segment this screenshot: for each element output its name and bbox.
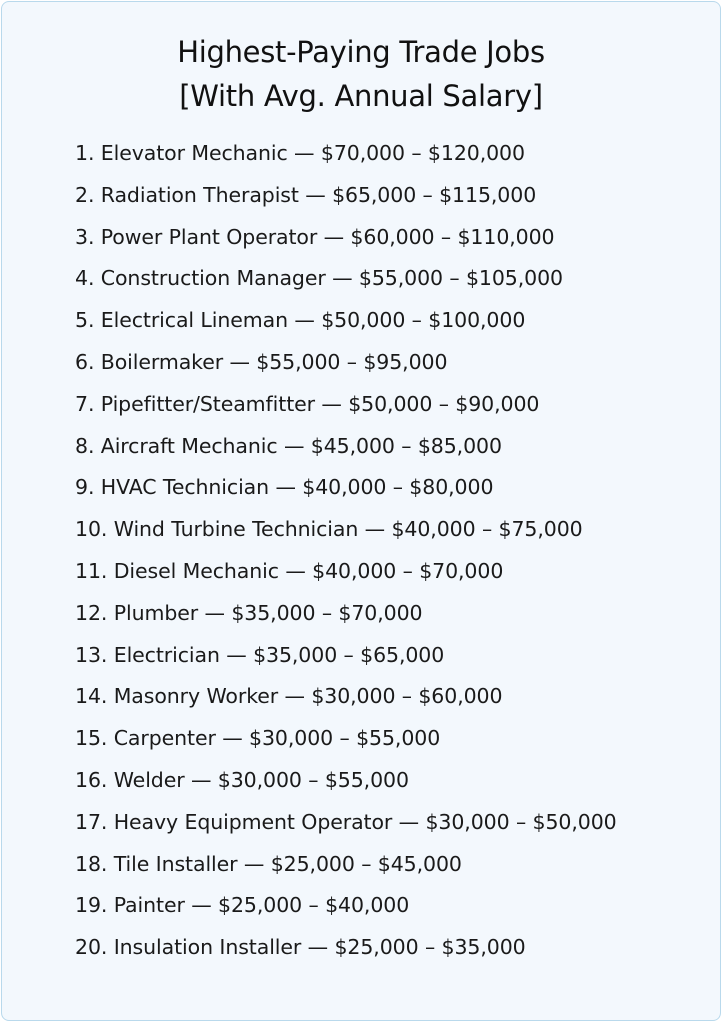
trade-jobs-list	[75, 133, 617, 969]
list-item: 18. Tile Installer — $25,000 – $45,000	[75, 851, 462, 876]
list-item: 13. Electrician — $35,000 – $65,000	[75, 642, 445, 667]
infographic-card	[1, 1, 721, 1021]
list-item: 19. Painter — $25,000 – $40,000	[75, 893, 410, 918]
title-line-1: Highest-Paying Trade Jobs	[177, 35, 545, 69]
list-item: 16. Welder — $30,000 – $55,000	[75, 767, 409, 792]
page-title	[2, 30, 720, 118]
list-item: 8. Aircraft Mechanic — $45,000 – $85,000	[75, 433, 502, 458]
title-line-2: [With Avg. Annual Salary]	[179, 79, 543, 113]
list-item: 6. Boilermaker — $55,000 – $95,000	[75, 349, 448, 374]
list-item: 10. Wind Turbine Technician — $40,000 – $75,000	[75, 517, 583, 542]
list-item: 1. Elevator Mechanic — $70,000 – $120,000	[75, 141, 525, 165]
list-item: 5. Electrical Lineman — $50,000 – $100,000	[75, 308, 526, 333]
list-item: 20. Insulation Installer — $25,000 – $35,000	[75, 935, 526, 960]
list-item: 15. Carpenter — $30,000 – $55,000	[75, 726, 441, 751]
list-item: 17. Heavy Equipment Operator — $30,000 – $50,000	[75, 809, 617, 834]
list-item: 3. Power Plant Operator — $60,000 – $110,000	[75, 224, 555, 249]
list-item: 7. Pipefitter/Steamfitter — $50,000 – $90,000	[75, 391, 540, 416]
list-item: 14. Masonry Worker — $30,000 – $60,000	[75, 684, 503, 709]
list-item: 9. HVAC Technician — $40,000 – $80,000	[75, 475, 494, 500]
list-item: 11. Diesel Mechanic — $40,000 – $70,000	[75, 558, 504, 583]
list-item: 12. Plumber — $35,000 – $70,000	[75, 600, 423, 625]
list-item: 4. Construction Manager — $55,000 – $105,000	[75, 266, 563, 291]
list-item: 2. Radiation Therapist — $65,000 – $115,000	[75, 182, 537, 207]
